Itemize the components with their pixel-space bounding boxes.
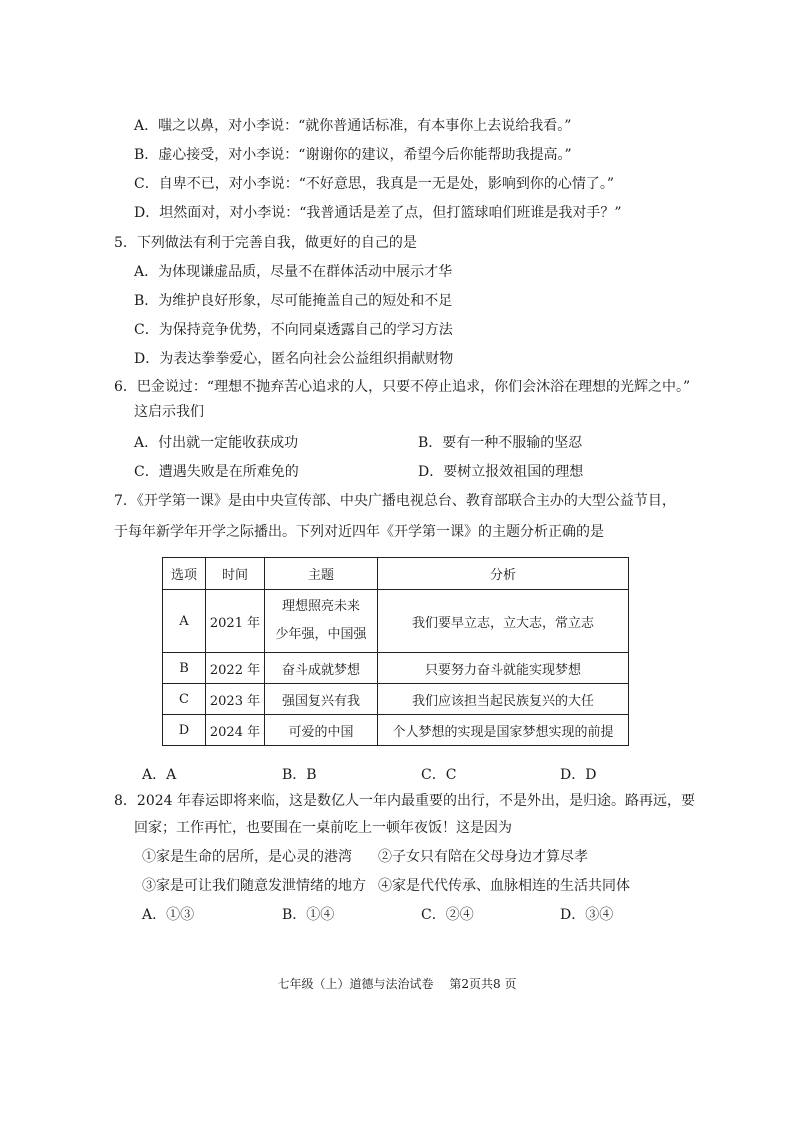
cell-time: 2023 年	[206, 684, 265, 715]
q8-item-3: ③家是可让我们随意发泄情绪的地方	[142, 878, 366, 894]
cell-time: 2022 年	[206, 653, 265, 684]
q8-option-c: C．②④	[421, 907, 474, 923]
theme-line-1: 理想照亮未来	[281, 599, 360, 614]
cell-theme: 奋斗成就梦想	[265, 653, 378, 684]
q6-option-c: C．遭遇失败是在所难免的	[134, 464, 299, 480]
q7-stem: 7．《开学第一课》是由中央宣传部、中央广播电视总台、教育部联合主办的大型公益节目，	[114, 493, 676, 509]
q5-option-a: A．为体现谦虚品质，尽量不在群体活动中展示才华	[134, 264, 453, 280]
cell-option: A	[163, 590, 206, 653]
q4-option-a: A．嗤之以鼻，对小李说：“就你普通话标准，有本事你上去说给我看。”	[134, 118, 572, 134]
table-row	[163, 684, 629, 715]
cell-analysis: 个人梦想的实现是国家梦想实现的前提	[378, 715, 629, 746]
cell-theme	[265, 590, 378, 653]
q7-option-c: C．C	[421, 767, 457, 783]
cell-option: C	[163, 684, 206, 715]
cell-option: D	[163, 715, 206, 746]
q6-stem-cont: 这启示我们	[134, 404, 204, 420]
q5-stem: 5．下列做法有利于完善自我，做更好的自己的是	[114, 235, 417, 251]
q7-option-d: D．D	[560, 767, 597, 783]
q4-option-d: D．坦然面对，对小李说：“我普通话是差了点，但打篮球咱们班谁是我对手？”	[134, 205, 622, 221]
table-row	[163, 590, 629, 653]
cell-analysis: 我们要早立志，立大志，常立志	[378, 590, 629, 653]
q8-item-4: ④家是代代传承、血脉相连的生活共同体	[378, 878, 630, 894]
cell-analysis: 只要努力奋斗就能实现梦想	[378, 653, 629, 684]
q5-option-b: B．为维护良好形象，尽可能掩盖自己的短处和不足	[134, 293, 453, 309]
header-option: 选项	[163, 558, 206, 590]
q6-stem: 6．巴金说过：“理想不抛弃苦心追求的人，只要不停止追求，你们会沐浴在理想的光辉之中。”	[114, 379, 691, 395]
q8-item-2: ②子女只有陪在父母身边才算尽孝	[378, 849, 588, 865]
q6-option-d: D．要树立报效祖国的理想	[418, 464, 584, 480]
footer-page-number: 第2页共8 页	[449, 977, 517, 991]
header-time: 时间	[206, 558, 265, 590]
theme-analysis-table	[162, 557, 629, 746]
q4-option-c: C．自卑不已，对小李说：“不好意思，我真是一无是处，影响到你的心情了。”	[134, 176, 615, 192]
q8-option-a: A．①③	[142, 907, 195, 923]
page-footer	[0, 975, 794, 992]
q8-option-b: B．①④	[282, 907, 335, 923]
q5-option-d: D．为表达拳拳爱心，匿名向社会公益组织捐献财物	[134, 351, 454, 367]
cell-analysis: 我们应该担当起民族复兴的大任	[378, 684, 629, 715]
q8-item-1: ①家是生命的居所，是心灵的港湾	[142, 849, 352, 865]
cell-time: 2021 年	[206, 590, 265, 653]
table-row	[163, 715, 629, 746]
header-theme: 主题	[265, 558, 378, 590]
header-analysis: 分析	[378, 558, 629, 590]
cell-option: B	[163, 653, 206, 684]
cell-theme: 强国复兴有我	[265, 684, 378, 715]
table-row	[163, 653, 629, 684]
q5-option-c: C．为保持竞争优势，不向同桌透露自己的学习方法	[134, 322, 453, 338]
cell-time: 2024 年	[206, 715, 265, 746]
footer-title: 七年级（上）道德与法治试卷	[277, 977, 434, 991]
table-header-row	[163, 558, 629, 590]
theme-line-2: 少年强，中国强	[275, 627, 367, 642]
q6-option-b: B．要有一种不服输的坚忍	[418, 435, 583, 451]
q8-option-d: D．③④	[560, 907, 614, 923]
q8-stem-cont: 回家；工作再忙，也要围在一桌前吃上一顿年夜饭！这是因为	[134, 820, 512, 836]
q7-stem-cont: 于每年新学年开学之际播出。下列对近四年《开学第一课》的主题分析正确的是	[114, 524, 604, 540]
q4-option-b: B．虚心接受，对小李说：“谢谢你的建议，希望今后你能帮助我提高。”	[134, 147, 572, 163]
q7-option-b: B．B	[282, 767, 317, 783]
q7-option-a: A．A	[142, 767, 177, 783]
q8-stem: 8．2024 年春运即将来临，这是数亿人一年内最重要的出行，不是外出，是归途。路再远，要	[114, 793, 695, 809]
q6-option-a: A．付出就一定能收获成功	[134, 435, 299, 451]
cell-theme: 可爱的中国	[265, 715, 378, 746]
